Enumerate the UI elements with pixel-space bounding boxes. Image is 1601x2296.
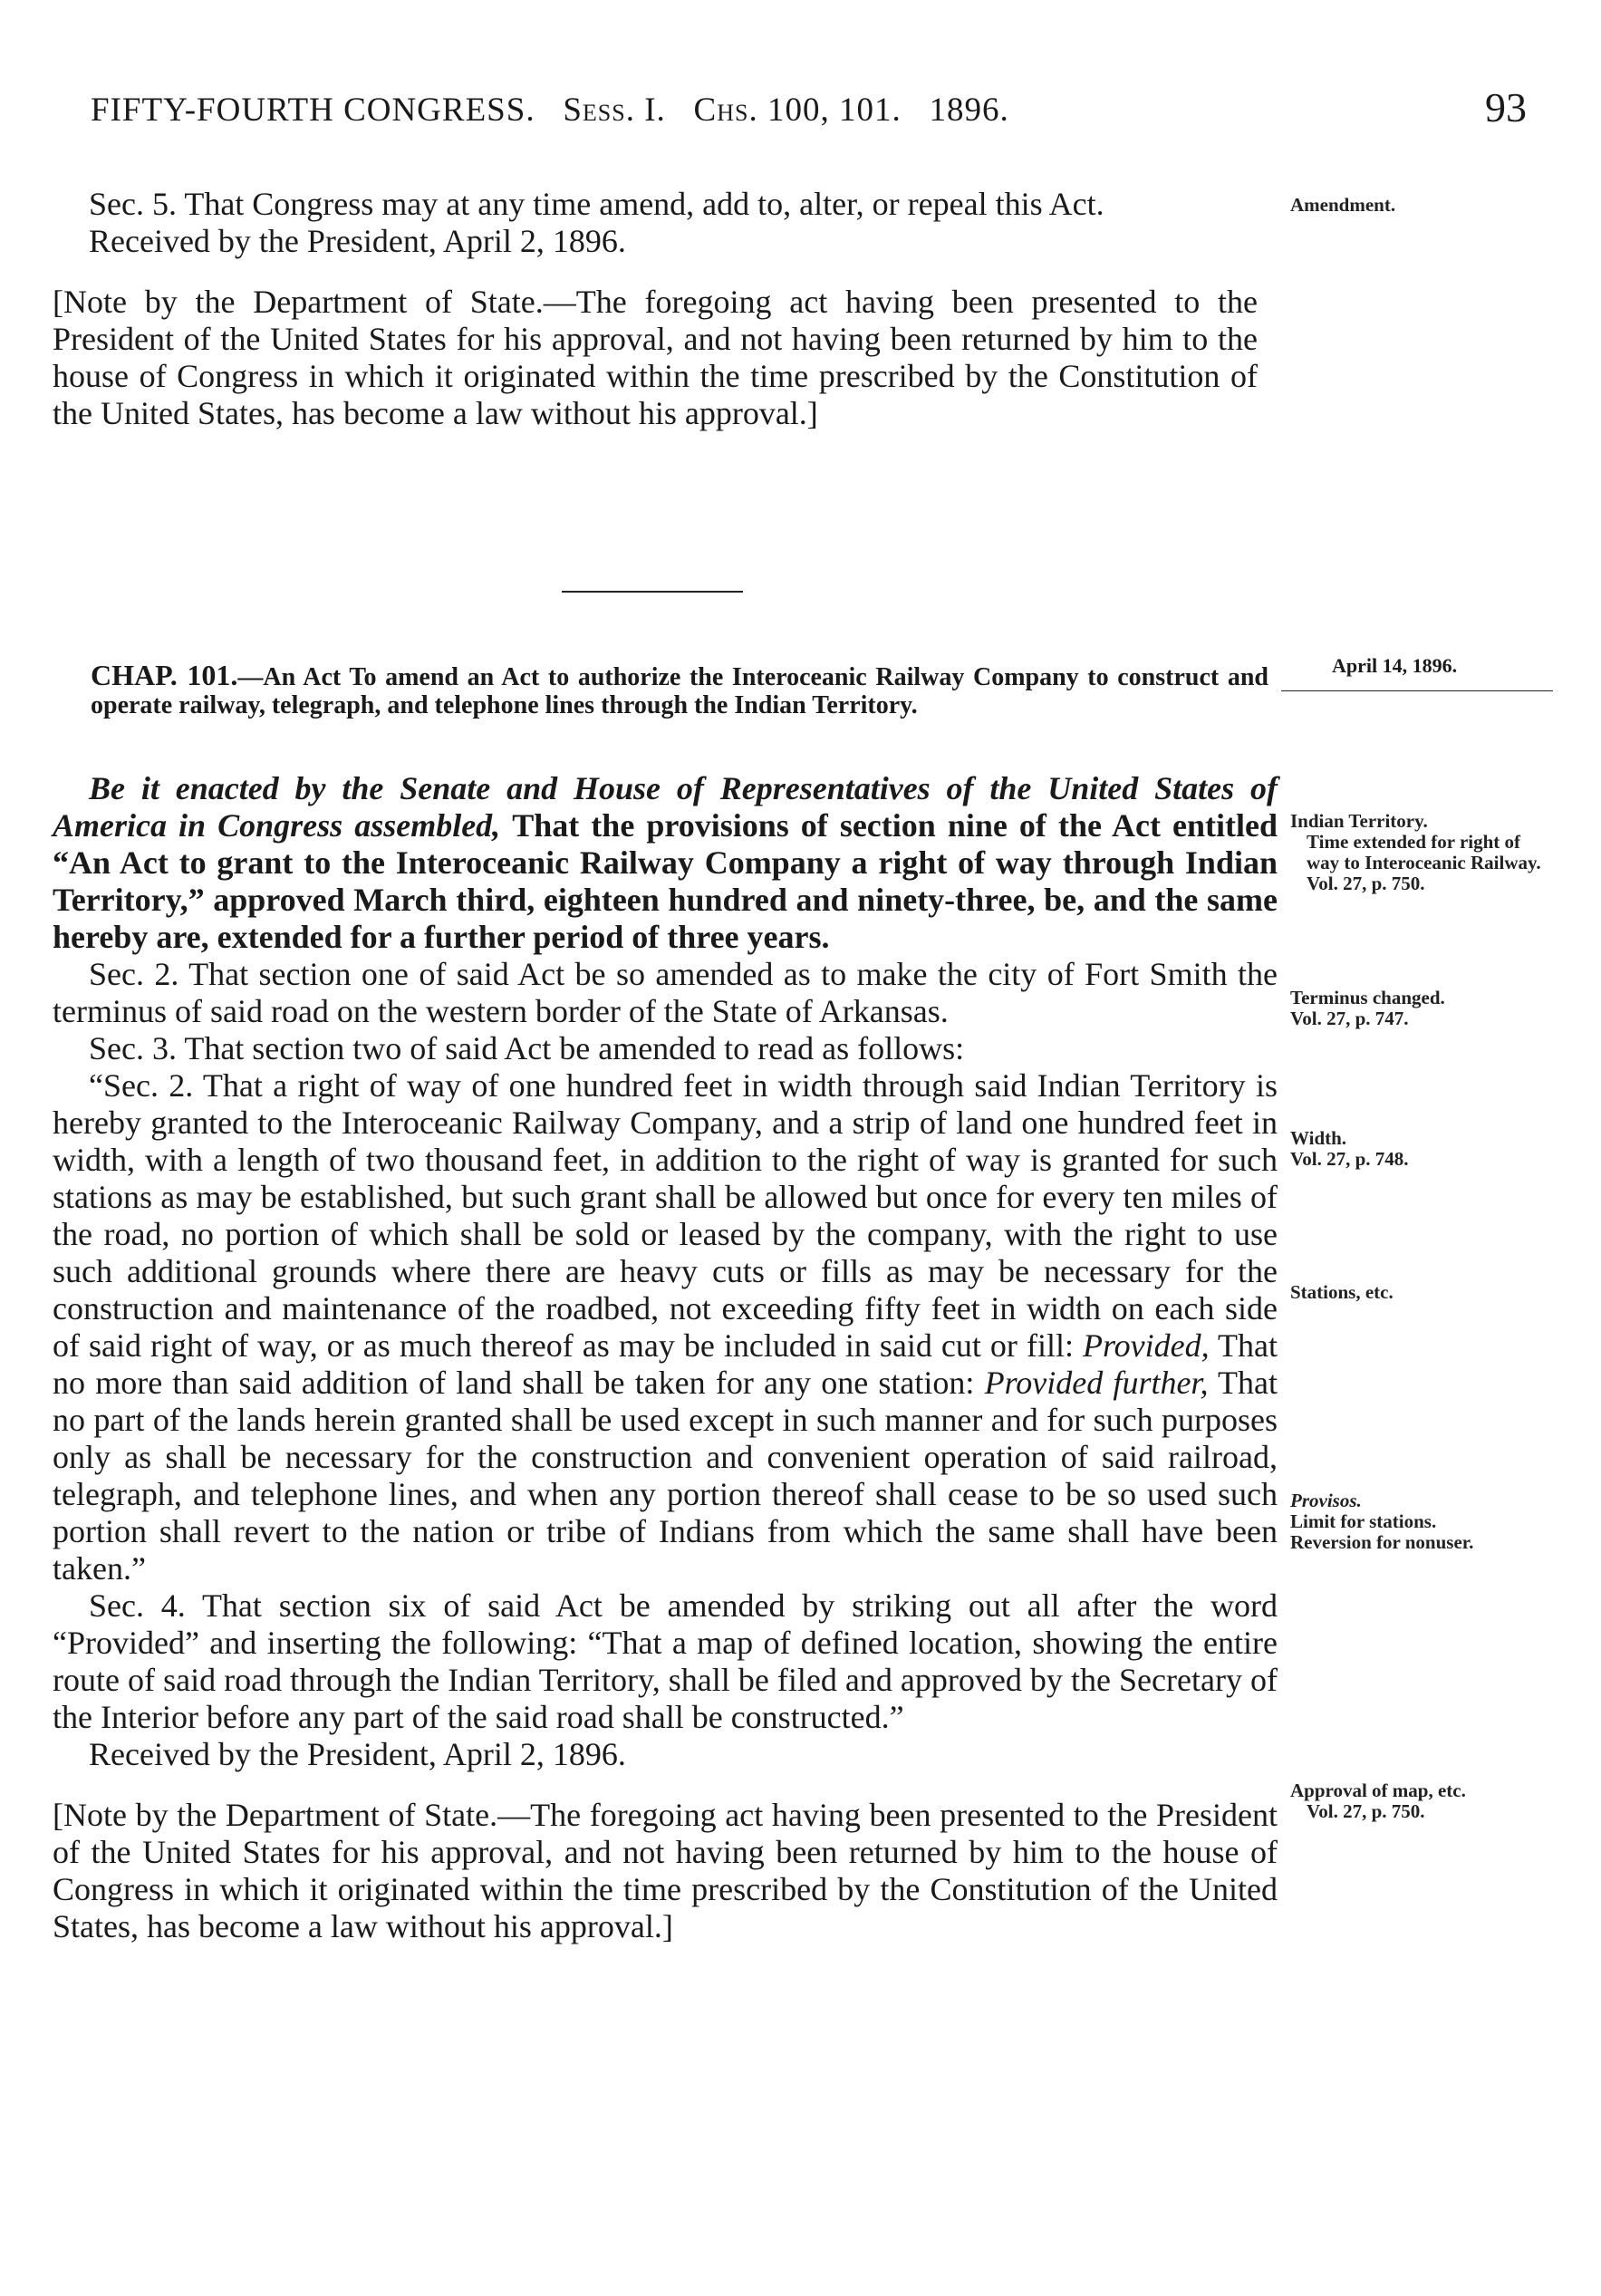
section-divider	[562, 591, 743, 593]
chapter-101-heading	[91, 661, 1268, 719]
margin-note-provisos	[1290, 1490, 1553, 1553]
chapter-101-body	[53, 770, 1278, 1945]
enactment-date: April 14, 1896.	[1332, 654, 1458, 677]
section-1-text: That the provisions of section nine of the Act entitled “An Act to grant to the Interoceanic Railway Company a right of way through Indian Territory,” approved March third, eighteen hundred and ninety-three, be, and the same hereby are, extended for a further period of three years.	[53, 807, 1278, 955]
section-3-quote	[53, 1067, 1278, 1587]
chapter-100-ending	[53, 186, 1258, 432]
margin-reversion: Reversion for nonuser.	[1290, 1531, 1474, 1553]
state-department-note-1: [Note by the Department of State.—The foregoing act having been presented to the President of the United States for his approval, and not having been returned by him to the house of Congress in which it originated within the time prescribed by the Constitution of the United States, has become a law without his approval.]	[53, 284, 1258, 431]
margin-terminus: Terminus changed.	[1290, 987, 1445, 1008]
date-rule	[1281, 690, 1553, 691]
margin-note-stations: Stations, etc.	[1290, 1281, 1394, 1303]
enacting-clause: Be it enacted by the Senate and House of Representatives of the United States of America in Congress assembled,	[53, 770, 1278, 844]
margin-approval: Approval of map, etc.	[1290, 1780, 1466, 1801]
margin-vol-747: Vol. 27, p. 747.	[1290, 1008, 1409, 1029]
provided-further-word: Provided further,	[984, 1365, 1209, 1401]
provided-word: Provided,	[1083, 1327, 1210, 1364]
section-3-intro: Sec. 3. That section two of said Act be amended to read as follows:	[89, 1030, 965, 1066]
margin-vol-750: Vol. 27, p. 750.	[1307, 873, 1425, 894]
page-number: 93	[1485, 84, 1527, 130]
margin-indian-territory: Indian Territory.	[1290, 810, 1428, 832]
margin-note-approval	[1290, 1780, 1553, 1822]
state-department-note-2: [Note by the Department of State.—The foregoing act having been presented to the President of the United States for his approval, and not having been returned by him to the house of Congress in which it originated within the time prescribed by the Constitution of the United States, has become a law without his approval.]	[53, 1797, 1278, 1944]
section-4-text: Sec. 4. That section six of said Act be amended by striking out all after the word “Provided” and inserting the following: “That a map of defined location, showing the entire route of said road through the Indian Territory, shall be filed and approved by the Secretary of the Interior before any part of the said road shall be constructed.”	[53, 1587, 1278, 1735]
congress-title: FIFTY-FOURTH CONGRESS.	[91, 92, 535, 129]
section-5-text: Sec. 5. That Congress may at any time amend, add to, alter, or repeal this Act.	[89, 186, 1104, 222]
margin-note-indian-territory	[1290, 811, 1553, 894]
section-3-quote-a: “Sec. 2. That a right of way of one hundred feet in width through said Indian Territory is hereby granted to the Interoceanic Railway Company, and a strip of land one hundred feet in width, with a length of two thousand feet, in addition to the right of way is granted for such stations as may be established, but such grant shall be allowed but once for every ten miles of the road, no portion of which shall be sold or leased by the company, with the right to use such additional grounds where there are heavy cuts or fills as may be necessary for the construction and maintenance of the roadbed, not exceeding fifty feet in width on each side of said right of way, or as much thereof as may be included in said cut or fill:	[53, 1067, 1278, 1364]
chapter-label: CHAP. 101.	[91, 659, 238, 691]
margin-width: Width.	[1290, 1127, 1347, 1149]
section-3-quote-c: That no part of the lands herein granted shall be used except in such manner and for such purposes only as shall be necessary for the construction and convenient operation of said railroad, telegraph, and telephone lines, and when any portion thereof shall cease to be so used such portion shall revert to the nation or tribe of Indians from which the same shall have been taken.”	[53, 1365, 1278, 1587]
chapter-title: —An Act To amend an Act to authorize the Interoceanic Railway Company to construct and operate railway, telegraph, and telephone lines through the Indian Territory.	[91, 663, 1269, 719]
margin-vol-750b: Vol. 27, p. 750.	[1307, 1800, 1425, 1822]
session-label: Sess. I.	[563, 92, 666, 129]
margin-time-extended: Time extended for right of way to Interoceanic Railway.	[1307, 831, 1541, 873]
year-label: 1896.	[929, 92, 1009, 129]
section-3-quote-b: That no more than said addition of land shall be taken for any one station:	[53, 1327, 1278, 1401]
margin-provisos: Provisos.	[1290, 1490, 1362, 1511]
received-date-2: Received by the President, April 2, 1896.	[89, 1736, 626, 1772]
margin-vol-748: Vol. 27, p. 748.	[1290, 1148, 1409, 1170]
section-1	[53, 770, 1278, 956]
running-head	[91, 91, 1009, 130]
margin-note-amendment: Amendment.	[1290, 194, 1396, 216]
received-date-1: Received by the President, April 2, 1896.	[89, 223, 626, 259]
margin-note-width	[1290, 1128, 1553, 1170]
section-2-text: Sec. 2. That section one of said Act be so amended as to make the city of Fort Smith the terminus of said road on the western border of the State of Arkansas.	[53, 956, 1278, 1029]
margin-limit: Limit for stations.	[1290, 1510, 1437, 1532]
chapters-label: Chs. 100, 101.	[693, 92, 902, 129]
margin-note-terminus	[1290, 988, 1553, 1029]
